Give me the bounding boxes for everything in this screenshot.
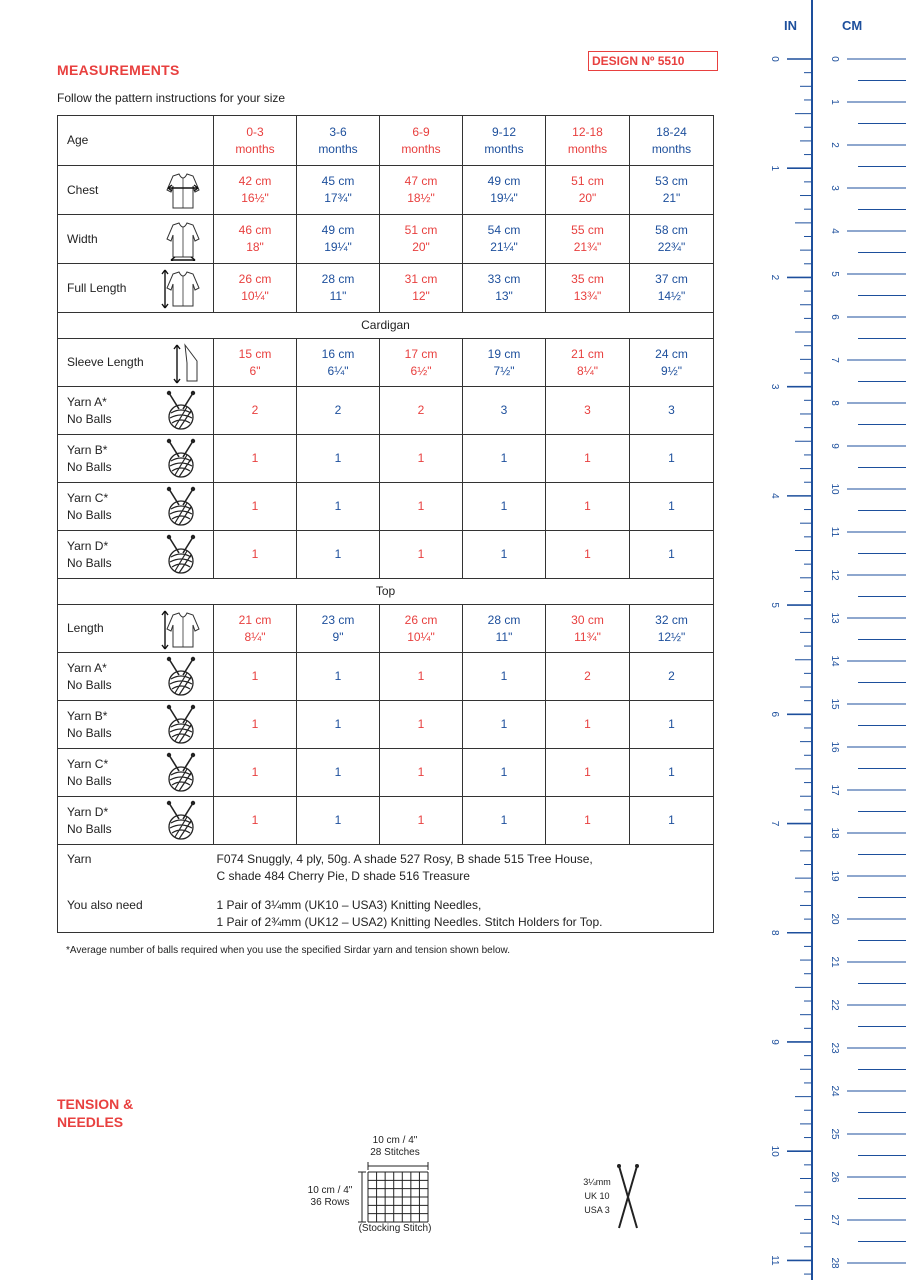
top-yarn-d-value: 1 bbox=[463, 797, 546, 845]
top-yarn-d-label bbox=[58, 797, 214, 845]
age-value: 12-18 months bbox=[546, 116, 630, 166]
top-yarn-c-value: 1 bbox=[630, 749, 714, 797]
ruler-in-label: IN bbox=[784, 18, 797, 33]
top-yarn-b-value: 1 bbox=[214, 701, 297, 749]
top-yarn-c-value: 1 bbox=[546, 749, 630, 797]
sleeve-length-value: 15 cm 6" bbox=[214, 339, 297, 387]
top-yarn-c-value: 1 bbox=[214, 749, 297, 797]
yarn-ball-icon bbox=[159, 751, 203, 795]
sleeve-length-value: 21 cm 8¼" bbox=[546, 339, 630, 387]
table-row bbox=[58, 166, 714, 215]
top-yarn-a-value: 2 bbox=[630, 653, 714, 701]
chest-value: 49 cm 19¼" bbox=[463, 166, 546, 215]
cardigan-yarn-c-value: 1 bbox=[463, 483, 546, 531]
top-length-value: 30 cm 11¾" bbox=[546, 605, 630, 653]
table-row bbox=[58, 215, 714, 264]
top-yarn-b-label bbox=[58, 701, 214, 749]
sleeve-length-value: 24 cm 9½" bbox=[630, 339, 714, 387]
sleeve-length-label-text: Sleeve Length bbox=[67, 355, 144, 369]
yarn-info-label: Yarn bbox=[58, 845, 214, 891]
yarn-ball-icon bbox=[159, 533, 203, 577]
age-value: 9-12 months bbox=[463, 116, 546, 166]
cm-number: 18 bbox=[829, 827, 840, 839]
instructions-text: Follow the pattern instructions for your size bbox=[57, 91, 286, 105]
top-yarn-b-value: 1 bbox=[630, 701, 714, 749]
cardigan-yarn-d-value: 1 bbox=[463, 531, 546, 579]
sleeve-length-value: 16 cm 6¼" bbox=[297, 339, 380, 387]
cardigan-yarn-d-label-text: Yarn D* No Balls bbox=[67, 538, 112, 570]
cm-number: 22 bbox=[829, 999, 840, 1011]
inch-number: 1 bbox=[769, 165, 780, 172]
top-yarn-b-value: 1 bbox=[463, 701, 546, 749]
full-length-value: 31 cm 12" bbox=[380, 264, 463, 313]
cardigan-yarn-b-label bbox=[58, 435, 214, 483]
footnote: *Average number of balls required when you use the specified Sirdar yarn and tension shown below. bbox=[66, 945, 510, 956]
full-length-value: 26 cm 10¼" bbox=[214, 264, 297, 313]
knitting-needles-icon bbox=[575, 1160, 645, 1240]
cm-number: 10 bbox=[829, 483, 840, 495]
cm-number: 0 bbox=[829, 56, 840, 62]
table-row bbox=[58, 531, 714, 579]
cm-number: 3 bbox=[829, 185, 840, 191]
also-need-text: 1 Pair of 3¼mm (UK10 – USA3) Knitting Needles, 1 Pair of 2¾mm (UK12 – USA2) Knitting Needles. Stitch Holders for Top. bbox=[214, 891, 714, 933]
cm-number: 4 bbox=[829, 228, 840, 234]
cm-number: 20 bbox=[829, 913, 840, 925]
measurements-table bbox=[57, 115, 714, 933]
chest-value: 42 cm 16½" bbox=[214, 166, 297, 215]
top-yarn-d-value: 1 bbox=[630, 797, 714, 845]
cardigan-yarn-b-value: 1 bbox=[380, 435, 463, 483]
yarn-ball-icon bbox=[159, 655, 203, 699]
top-yarn-c-value: 1 bbox=[380, 749, 463, 797]
cardigan-yarn-d-value: 1 bbox=[380, 531, 463, 579]
full-length-value: 33 cm 13" bbox=[463, 264, 546, 313]
age-label-text: Age bbox=[67, 133, 89, 147]
inch-number: 7 bbox=[769, 820, 780, 827]
table-row bbox=[58, 845, 714, 891]
cm-number: 28 bbox=[829, 1257, 840, 1269]
width-value: 51 cm 20" bbox=[380, 215, 463, 264]
yarn-ball-icon bbox=[159, 799, 203, 843]
top-yarn-b-value: 1 bbox=[546, 701, 630, 749]
cardigan-yarn-a-value: 3 bbox=[463, 387, 546, 435]
chest-label bbox=[58, 166, 214, 215]
top-yarn-a-label-text: Yarn A* No Balls bbox=[67, 660, 112, 692]
top-yarn-b-label-text: Yarn B* No Balls bbox=[67, 708, 112, 740]
top-length-value: 28 cm 11" bbox=[463, 605, 546, 653]
sleeve-length-label bbox=[58, 339, 214, 387]
cardigan-yarn-d-label bbox=[58, 531, 214, 579]
top-length-value: 23 cm 9" bbox=[297, 605, 380, 653]
inch-number: 4 bbox=[769, 493, 780, 499]
inch-number: 3 bbox=[769, 383, 780, 390]
cardigan-yarn-a-value: 2 bbox=[297, 387, 380, 435]
width-label-text: Width bbox=[67, 231, 98, 246]
table-row bbox=[58, 701, 714, 749]
needle-size-label: 3¼mm UK 10 USA 3 bbox=[583, 1177, 611, 1215]
section-top-text: Top bbox=[58, 579, 714, 605]
top-yarn-b-value: 1 bbox=[297, 701, 380, 749]
top-yarn-d-value: 1 bbox=[380, 797, 463, 845]
inch-number: 6 bbox=[769, 711, 780, 718]
width-value: 55 cm 21¾" bbox=[546, 215, 630, 264]
top-yarn-a-value: 1 bbox=[297, 653, 380, 701]
inch-number: 10 bbox=[769, 1145, 780, 1157]
full-length-label-text: Full Length bbox=[67, 280, 127, 295]
top-length-label-text: Length bbox=[67, 621, 104, 635]
cardigan-yarn-a-value: 3 bbox=[546, 387, 630, 435]
cardigan-yarn-d-value: 1 bbox=[214, 531, 297, 579]
cardigan-yarn-a-label bbox=[58, 387, 214, 435]
tension-square-icon bbox=[300, 1130, 450, 1240]
full-length-value: 37 cm 14½" bbox=[630, 264, 714, 313]
age-value: 18-24 months bbox=[630, 116, 714, 166]
top-yarn-a-value: 2 bbox=[546, 653, 630, 701]
cardigan-yarn-c-value: 1 bbox=[630, 483, 714, 531]
cm-number: 23 bbox=[829, 1042, 840, 1054]
chest-value: 53 cm 21" bbox=[630, 166, 714, 215]
cardigan-yarn-c-label bbox=[58, 483, 214, 531]
cardigan-yarn-a-label-text: Yarn A* No Balls bbox=[67, 394, 112, 426]
cm-number: 11 bbox=[829, 526, 840, 538]
cardigan-yarn-c-value: 1 bbox=[546, 483, 630, 531]
cardigan-yarn-a-value: 2 bbox=[380, 387, 463, 435]
page-title: MEASUREMENTS bbox=[57, 62, 180, 78]
age-label bbox=[58, 116, 214, 166]
cm-number: 5 bbox=[829, 271, 840, 277]
cm-number: 15 bbox=[829, 698, 840, 710]
cm-number: 14 bbox=[829, 655, 840, 667]
full-length-label bbox=[58, 264, 214, 313]
length-icon bbox=[159, 607, 203, 651]
cardigan-yarn-c-value: 1 bbox=[297, 483, 380, 531]
table-row bbox=[58, 653, 714, 701]
cm-number: 25 bbox=[829, 1128, 840, 1140]
table-row bbox=[58, 483, 714, 531]
tension-title: TENSION & NEEDLES bbox=[57, 1096, 134, 1130]
section-cardigan bbox=[58, 313, 714, 339]
cardigan-yarn-a-value: 3 bbox=[630, 387, 714, 435]
age-value: 0-3 months bbox=[214, 116, 297, 166]
table-row bbox=[58, 339, 714, 387]
stocking-stitch-label: (Stocking Stitch) bbox=[358, 1223, 432, 1234]
table-row bbox=[58, 749, 714, 797]
age-value: 6-9 months bbox=[380, 116, 463, 166]
inch-number: 8 bbox=[769, 929, 780, 936]
tension-width-label: 10 cm / 4" 28 Stitches bbox=[370, 1135, 420, 1158]
width-value: 58 cm 22¾" bbox=[630, 215, 714, 264]
cardigan-yarn-b-value: 1 bbox=[546, 435, 630, 483]
design-number-box: DESIGN Nº 5510 bbox=[588, 51, 718, 71]
cardigan-yarn-c-label-text: Yarn C* No Balls bbox=[67, 490, 112, 522]
top-yarn-c-value: 1 bbox=[297, 749, 380, 797]
cm-number: 7 bbox=[829, 357, 840, 363]
top-yarn-a-value: 1 bbox=[214, 653, 297, 701]
top-yarn-a-value: 1 bbox=[463, 653, 546, 701]
top-yarn-c-label-text: Yarn C* No Balls bbox=[67, 756, 112, 788]
ruler-cm-label: CM bbox=[842, 18, 863, 33]
yarn-info-text: F074 Snuggly, 4 ply, 50g. A shade 527 Rosy, B shade 515 Tree House, C shade 484 Cherry Pie, D shade 516 Treasure bbox=[214, 845, 714, 891]
cm-number: 2 bbox=[829, 142, 840, 148]
top-length-value: 32 cm 12½" bbox=[630, 605, 714, 653]
chest-icon bbox=[159, 168, 203, 212]
cm-number: 12 bbox=[829, 569, 840, 581]
width-value: 49 cm 19¼" bbox=[297, 215, 380, 264]
top-yarn-c-label bbox=[58, 749, 214, 797]
yarn-ball-icon bbox=[159, 485, 203, 529]
chest-label-text: Chest bbox=[67, 182, 99, 197]
table-row bbox=[58, 387, 714, 435]
cardigan-yarn-b-value: 1 bbox=[214, 435, 297, 483]
top-yarn-a-value: 1 bbox=[380, 653, 463, 701]
cm-number: 27 bbox=[829, 1214, 840, 1226]
table-row bbox=[58, 435, 714, 483]
top-length-label bbox=[58, 605, 214, 653]
also-need-label: You also need bbox=[58, 891, 214, 933]
cardigan-yarn-d-value: 1 bbox=[546, 531, 630, 579]
cardigan-yarn-c-value: 1 bbox=[380, 483, 463, 531]
cm-number: 13 bbox=[829, 612, 840, 624]
yarn-ball-icon bbox=[159, 389, 203, 433]
top-yarn-b-value: 1 bbox=[380, 701, 463, 749]
inch-number: 2 bbox=[769, 274, 780, 281]
top-yarn-a-label bbox=[58, 653, 214, 701]
sleeve-length-value: 17 cm 6½" bbox=[380, 339, 463, 387]
cm-number: 19 bbox=[829, 870, 840, 882]
yarn-ball-icon bbox=[159, 703, 203, 747]
section-cardigan-text: Cardigan bbox=[58, 313, 714, 339]
table-row bbox=[58, 116, 714, 166]
yarn-ball-icon bbox=[159, 437, 203, 481]
inch-number: 5 bbox=[769, 602, 780, 608]
table-row bbox=[58, 605, 714, 653]
chest-value: 47 cm 18½" bbox=[380, 166, 463, 215]
cardigan-yarn-b-value: 1 bbox=[630, 435, 714, 483]
inch-number: 0 bbox=[769, 56, 780, 62]
width-icon bbox=[159, 217, 203, 261]
sleeve-length-value: 19 cm 7½" bbox=[463, 339, 546, 387]
cardigan-yarn-c-value: 1 bbox=[214, 483, 297, 531]
cardigan-yarn-d-value: 1 bbox=[630, 531, 714, 579]
cm-number: 16 bbox=[829, 741, 840, 753]
cardigan-yarn-a-value: 2 bbox=[214, 387, 297, 435]
width-label bbox=[58, 215, 214, 264]
age-value: 3-6 months bbox=[297, 116, 380, 166]
length-icon bbox=[159, 266, 203, 310]
full-length-value: 28 cm 11" bbox=[297, 264, 380, 313]
inch-number: 9 bbox=[769, 1039, 780, 1045]
top-yarn-d-label-text: Yarn D* No Balls bbox=[67, 804, 112, 836]
full-length-value: 35 cm 13¾" bbox=[546, 264, 630, 313]
sleeve-icon bbox=[159, 341, 203, 385]
chest-value: 51 cm 20" bbox=[546, 166, 630, 215]
cm-number: 26 bbox=[829, 1171, 840, 1183]
cm-number: 24 bbox=[829, 1085, 840, 1097]
cardigan-yarn-b-value: 1 bbox=[463, 435, 546, 483]
cardigan-yarn-b-value: 1 bbox=[297, 435, 380, 483]
top-length-value: 21 cm 8¼" bbox=[214, 605, 297, 653]
inch-number: 11 bbox=[769, 1255, 780, 1266]
table-row bbox=[58, 891, 714, 933]
cm-number: 1 bbox=[829, 99, 840, 105]
cardigan-yarn-d-value: 1 bbox=[297, 531, 380, 579]
width-value: 54 cm 21¼" bbox=[463, 215, 546, 264]
cm-number: 6 bbox=[829, 314, 840, 320]
table-row bbox=[58, 797, 714, 845]
top-yarn-d-value: 1 bbox=[214, 797, 297, 845]
top-yarn-d-value: 1 bbox=[297, 797, 380, 845]
top-yarn-c-value: 1 bbox=[463, 749, 546, 797]
top-yarn-d-value: 1 bbox=[546, 797, 630, 845]
cardigan-yarn-b-label-text: Yarn B* No Balls bbox=[67, 442, 112, 474]
cm-number: 17 bbox=[829, 784, 840, 796]
table-row bbox=[58, 264, 714, 313]
tension-rows-label: 10 cm / 4" 36 Rows bbox=[307, 1185, 353, 1208]
cm-number: 8 bbox=[829, 400, 840, 406]
cm-number: 9 bbox=[829, 443, 840, 449]
section-top bbox=[58, 579, 714, 605]
width-value: 46 cm 18" bbox=[214, 215, 297, 264]
top-length-value: 26 cm 10¼" bbox=[380, 605, 463, 653]
chest-value: 45 cm 17¾" bbox=[297, 166, 380, 215]
cm-number: 21 bbox=[829, 956, 840, 968]
